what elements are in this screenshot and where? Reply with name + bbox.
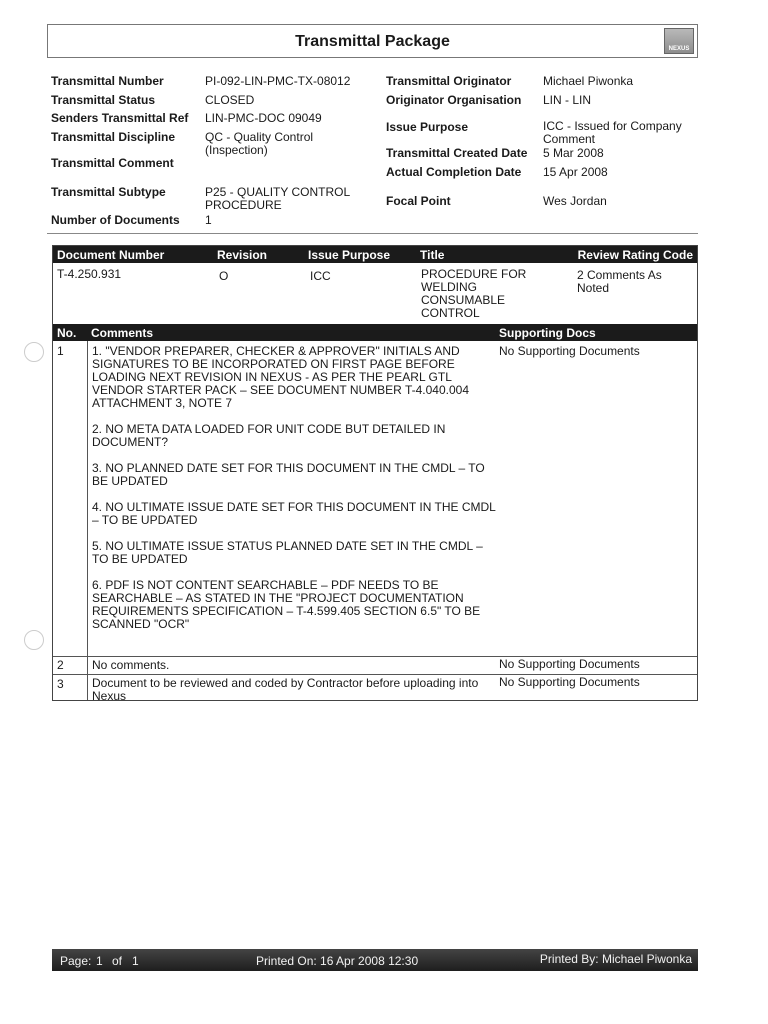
- subtype-value: P25 - QUALITY CONTROL PROCEDURE: [205, 185, 350, 212]
- comment-1-item-5: 5. NO ULTIMATE ISSUE STATUS PLANNED DATE SET IN THE CMDL – TO BE UPDATED: [92, 539, 483, 566]
- title-box: [47, 24, 698, 58]
- comment-row-1-text: [92, 345, 497, 644]
- col-no: No.: [57, 326, 77, 340]
- comments-col-divider: [87, 341, 88, 700]
- issue-purpose-cell: ICC: [310, 269, 331, 283]
- created-date-label: Transmittal Created Date: [386, 146, 528, 160]
- section-divider: [47, 233, 698, 234]
- issue-purpose-value: ICC - Issued for Company Comment: [543, 119, 682, 146]
- discipline-value: QC - Quality Control (Inspection): [205, 130, 314, 157]
- transmittal-comment-label: Transmittal Comment: [51, 156, 174, 170]
- comment-row-3-text: Document to be reviewed and coded by Contractor before uploading into Nexus: [92, 676, 479, 703]
- col-revision: Revision: [217, 248, 268, 262]
- transmittal-number-value: PI-092-LIN-PMC-TX-08012: [205, 74, 351, 88]
- senders-ref-value: LIN-PMC-DOC 09049: [205, 111, 322, 125]
- subtype-label: Transmittal Subtype: [51, 185, 166, 199]
- comment-row-2-supporting: No Supporting Documents: [499, 657, 640, 671]
- senders-ref-label: Senders Transmittal Ref: [51, 111, 189, 125]
- col-review-rating-code: Review Rating Code: [577, 248, 693, 262]
- comment-row-1-supporting: No Supporting Documents: [499, 344, 640, 358]
- comments-table-header: [53, 324, 697, 341]
- completion-date-label: Actual Completion Date: [386, 165, 522, 179]
- revision-cell: O: [219, 269, 229, 283]
- review-rating-cell: 2 Comments As Noted: [577, 268, 662, 295]
- page-title: Transmittal Package: [295, 33, 450, 50]
- originator-value: Michael Piwonka: [543, 74, 634, 88]
- punch-hole-mark: [24, 630, 44, 650]
- nexus-logo: [664, 28, 694, 54]
- originator-organisation-label: Originator Organisation: [386, 93, 522, 107]
- comment-1-item-6: 6. PDF IS NOT CONTENT SEARCHABLE – PDF NEEDS TO BE SEARCHABLE – AS STATED IN THE "PROJECT DOCUMENTATION REQUIREMENTS SPECIFICATION – T-4.599.405 SECTION 6.5" TO BE SCANNED "OCR": [92, 578, 481, 631]
- col-supporting-docs: Supporting Docs: [499, 326, 596, 340]
- focal-point-value: Wes Jordan: [543, 194, 607, 208]
- originator-label: Transmittal Originator: [386, 74, 512, 88]
- printed-on: Printed On: 16 Apr 2008 12:30: [256, 954, 419, 968]
- page-total: 1: [132, 954, 139, 968]
- transmittal-status-label: Transmittal Status: [51, 93, 156, 107]
- document-number-cell: T-4.250.931: [57, 267, 122, 281]
- page-of-label: of: [112, 954, 123, 968]
- comment-1-item-3: 3. NO PLANNED DATE SET FOR THIS DOCUMENT IN THE CMDL – TO BE UPDATED: [92, 461, 485, 488]
- issue-purpose-label: Issue Purpose: [386, 120, 469, 134]
- comment-1-item-4: 4. NO ULTIMATE ISSUE DATE SET FOR THIS DOCUMENT IN THE CMDL – TO BE UPDATED: [92, 500, 496, 527]
- transmittal-status-value: CLOSED: [205, 93, 255, 107]
- comment-row-3-supporting: No Supporting Documents: [499, 675, 640, 689]
- page-label: Page:: [60, 954, 92, 968]
- comment-row-1-no: 1: [57, 344, 64, 358]
- col-issue-purpose: Issue Purpose: [308, 248, 391, 262]
- print-footer: [52, 949, 698, 971]
- punch-hole-mark: [24, 342, 44, 362]
- col-document-number: Document Number: [57, 248, 165, 262]
- created-date-value: 5 Mar 2008: [543, 146, 604, 160]
- completion-date-value: 15 Apr 2008: [543, 165, 608, 179]
- originator-organisation-value: LIN - LIN: [543, 93, 592, 107]
- number-of-documents-value: 1: [205, 213, 212, 227]
- comment-row-2-text: No comments.: [92, 658, 170, 672]
- document-table-header: [53, 246, 697, 263]
- col-title: Title: [420, 248, 445, 262]
- comment-row-3-no: 3: [57, 677, 64, 691]
- comment-row-2-no: 2: [57, 658, 64, 672]
- page-number: 1: [96, 954, 103, 968]
- comment-1-item-1: 1. "VENDOR PREPARER, CHECKER & APPROVER" INITIALS AND SIGNATURES TO BE INCORPORATED ON FIRST PAGE BEFORE LOADING NEXT REVISION IN NEXUS - AS PER THE PEARL GTL VENDOR STARTER PACK – SEE DOCUMENT NUMBER T-4.040.004 ATTACHMENT 3, NOTE 7: [92, 344, 469, 410]
- comment-1-item-2: 2. NO META DATA LOADED FOR UNIT CODE BUT DETAILED IN DOCUMENT?: [92, 422, 446, 449]
- title-cell: PROCEDURE FOR WELDING CONSUMABLE CONTROL: [421, 267, 527, 320]
- transmittal-number-label: Transmittal Number: [51, 74, 164, 88]
- logo-text: NEXUS: [668, 46, 690, 52]
- focal-point-label: Focal Point: [386, 194, 451, 208]
- discipline-label: Transmittal Discipline: [51, 130, 176, 144]
- printed-by: Printed By: Michael Piwonka: [539, 952, 692, 966]
- col-comments: Comments: [91, 326, 154, 340]
- document-table: [52, 245, 698, 701]
- number-of-documents-label: Number of Documents: [51, 213, 180, 227]
